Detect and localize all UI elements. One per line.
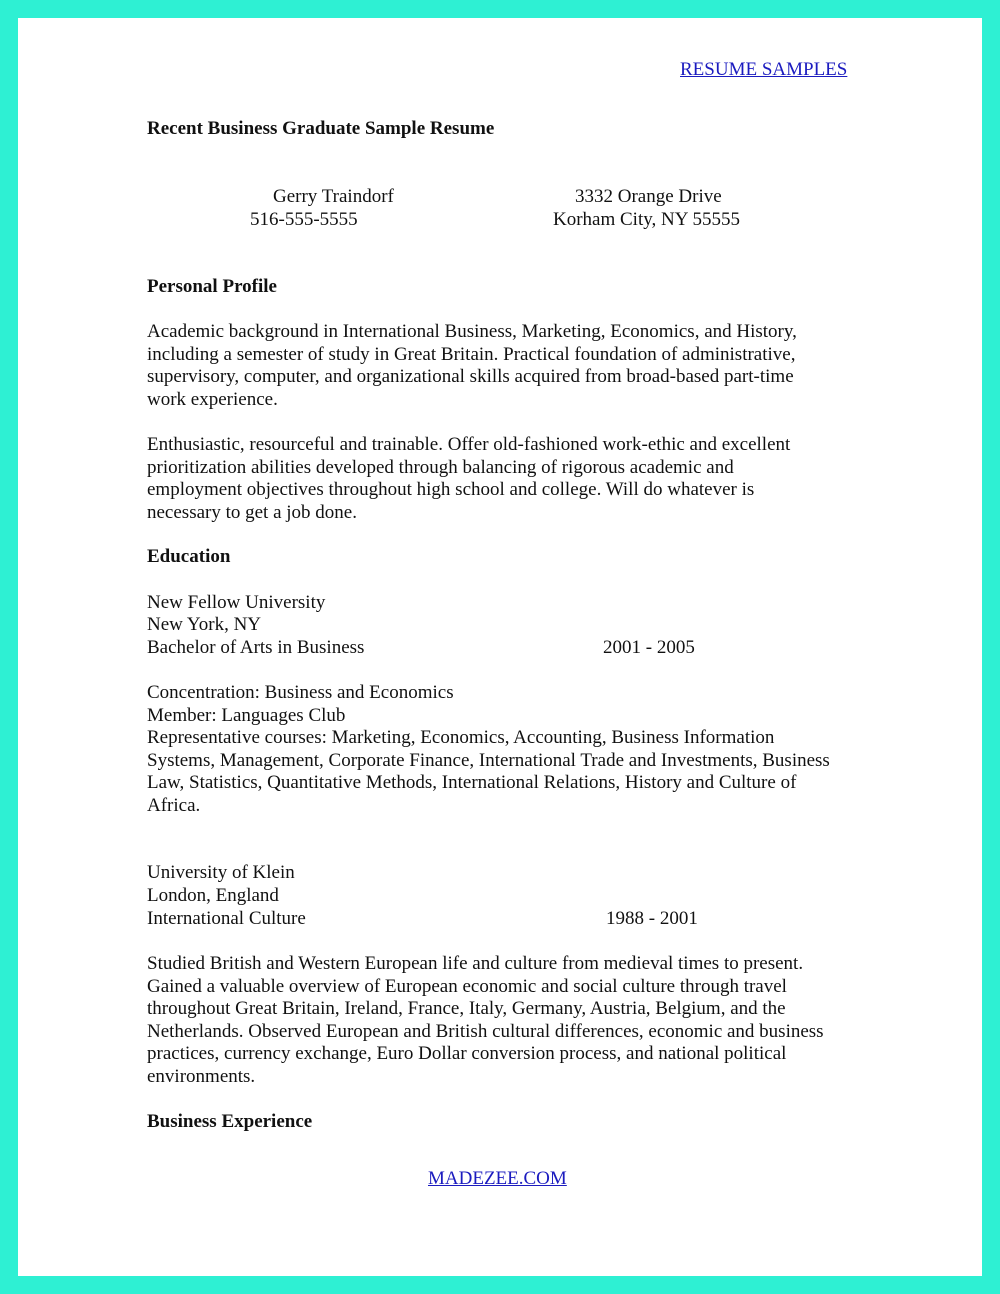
experience-heading: Business Experience: [147, 1111, 313, 1132]
school2-years: 1988 - 2001: [606, 908, 698, 929]
school2-detail-line: practices, currency exchange, Euro Dollar conversion process, and national political: [147, 1043, 787, 1065]
school1-detail-line: Law, Statistics, Quantitative Methods, International Relations, History and Culture of: [147, 772, 797, 794]
profile-paragraph-2: [147, 434, 867, 524]
profile-p1-line: Academic background in International Business, Marketing, Economics, and History,: [147, 321, 797, 342]
profile-p2-line: necessary to get a job done.: [147, 501, 357, 523]
profile-p2-line: prioritization abilities developed through balancing of rigorous academic and: [147, 456, 734, 478]
madezee-link[interactable]: MADEZEE.COM: [428, 1168, 567, 1189]
contact-street: 3332 Orange Drive: [575, 186, 722, 207]
profile-p1-line: work experience.: [147, 388, 278, 410]
profile-p2-line: employment objectives throughout high school and college. Will do whatever is: [147, 479, 755, 501]
contact-city: Korham City, NY 55555: [553, 209, 740, 230]
school1-detail-line: Concentration: Business and Economics: [147, 682, 454, 703]
contact-name: Gerry Traindorf: [273, 186, 394, 207]
education-heading: Education: [147, 546, 231, 567]
school1-degree: Bachelor of Arts in Business: [147, 637, 365, 658]
profile-paragraph-1: [147, 321, 867, 411]
school1-detail-line: Member: Languages Club: [147, 704, 346, 726]
profile-p1-line: supervisory, computer, and organizational skills acquired from broad-based part-time: [147, 366, 794, 388]
contact-phone: 516-555-5555: [250, 209, 358, 230]
school2-detail-line: Gained a valuable overview of European economic and social culture through travel: [147, 975, 787, 997]
school1-details: [147, 682, 867, 818]
school2-details: [147, 953, 867, 1089]
profile-heading: Personal Profile: [147, 276, 277, 297]
school2-name: University of Klein: [147, 862, 295, 883]
school2-detail-line: environments.: [147, 1065, 256, 1087]
school1-detail-line: Africa.: [147, 794, 201, 816]
resume-samples-link[interactable]: RESUME SAMPLES: [680, 59, 848, 80]
school2-program: International Culture: [147, 908, 306, 929]
school1-detail-line: Representative courses: Marketing, Economics, Accounting, Business Information: [147, 727, 775, 749]
school2-detail-line: Studied British and Western European life and culture from medieval times to present.: [147, 953, 804, 974]
school1-years: 2001 - 2005: [603, 637, 695, 658]
profile-p1-line: including a semester of study in Great Britain. Practical foundation of administrative,: [147, 343, 796, 365]
profile-p2-line: Enthusiastic, resourceful and trainable. Offer old-fashioned work-ethic and excellent: [147, 434, 791, 455]
school1-location: New York, NY: [147, 614, 262, 635]
page-title: Recent Business Graduate Sample Resume: [147, 118, 495, 139]
school1-name: New Fellow University: [147, 592, 326, 613]
school2-detail-line: Netherlands. Observed European and British cultural differences, economic and business: [147, 1020, 824, 1042]
school2-location: London, England: [147, 885, 279, 906]
school1-detail-line: Systems, Management, Corporate Finance, International Trade and Investments, Business: [147, 749, 830, 771]
school2-detail-line: throughout Great Britain, Ireland, France, Italy, Germany, Austria, Belgium, and the: [147, 998, 786, 1020]
